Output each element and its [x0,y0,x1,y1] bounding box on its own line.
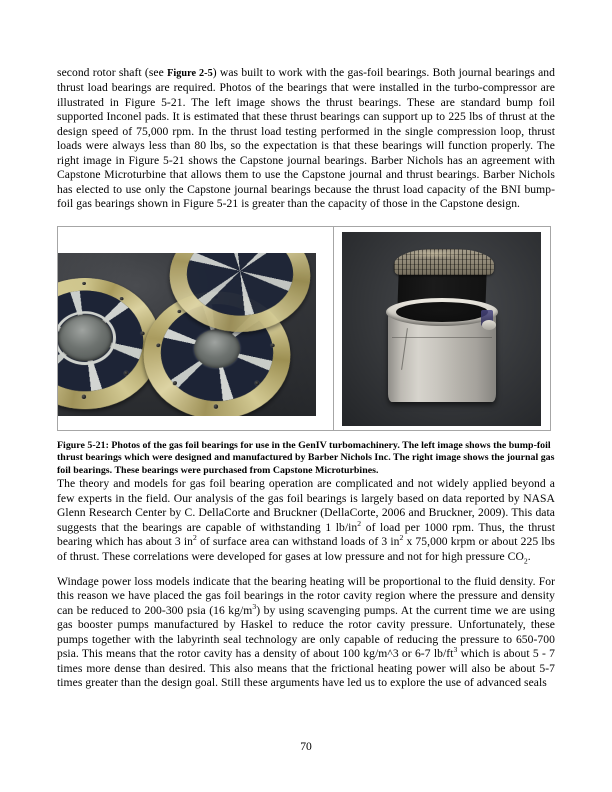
figure-5-21 [57,226,555,478]
superscript-m3: 3 [252,602,257,612]
figure-caption: Figure 5-21: Photos of the gas foil bearings for use in the GenIV turbomachinery. The left image shows the bump-foil thrust bearings which were designed and manufactured by Barber Nichols Inc. The right image shows the journal gas foil bearings. These bearings were purchased from Capstone Microturbines. [57,439,555,476]
disc-bolt [124,371,128,375]
disc-bolt [120,297,124,300]
figure-frame [57,226,551,431]
disc-bolt [141,331,145,335]
paragraph-two-seg-3: of surface area can withstand loads of 3 in [196,535,400,549]
disc-bolt [82,281,86,284]
paragraph-two [57,477,555,564]
paragraph-one-text-b: ) was built to work with the gas-foil bearings. Both journal bearings and thrust load bearings are required. Photos of the bearings that were installed in the turbo-compressor are illustrated in Figure 5-21. The left image shows the thrust bearings. These are standard bump foil supported Inconel pads. It is estimated that these thrust bearings can support up to 225 lbs of thrust at the design speed of 75,000 rpm. In the thrust load testing performed in the single compression loop, thrust loads were always less than 80 lbs, so the expectation is that these bearings will function properly. The right image in Figure 5-21 shows the Capstone journal bearings. Barber Nichols has an agreement with Capstone Microturbine that allows them to use the Capstone journal and thrust bearings. Barber Nichols has elected to use only the Capstone journal bearings because the thrust load capacity of the BNI bump-foil gas bearings shown in Figure 5-21 is greater than the capacity of those in the Capstone design. [57,66,555,211]
paragraph-two-seg-4: x 75,000 krpm or about 225 lbs of thrust. These correlations were developed for gases at low pressure and not for high pressure CO [57,535,556,563]
paragraph-one-text-a: second rotor shaft (see [57,66,168,79]
disc-bolt [255,381,259,385]
figure-cell-left [58,227,334,430]
disc-bolt [214,404,218,408]
journal-sleeve-bore [396,302,488,322]
journal-bump-foil [394,249,494,275]
paragraph-two-seg-2: of load per 1000 rpm. Thus, the thrust bearing which has about 3 in [57,520,555,549]
figure-cell-right [334,227,550,430]
journal-retainer-clip [482,320,496,330]
paragraph-two-seg-1: The theory and models for gas foil bearing operation are complicated and not widely applied beyond a few experts in the field. Our analysis of the gas foil bearings is largely based on data reported by NASA Glenn Research Center by C. DellaCorte and Bruckner (DellaCorte, 2006 and Bruckner, 2009). This data suggests that the bearings are capable of withstanding 1 lb/in [57,477,555,534]
paragraph-three [57,575,555,691]
paragraph-three-seg-2: ) by using scavenging pumps. At the current time we are using gas booster pumps manufactured by Haskel to reduce the rotor cavity pressure. Unfortunately, these pumps together with the labyrinth seal technology are only capable of reducing the pressure to 650-700 psia. This means that the rotor cavity has a density of about 100 kg/m^3 or 6-7 lb/ft [57,603,555,661]
paragraph-three-seg-3: which is about 5 - 7 times more dense than desired. This also means that the frictional heating power will also be about 5-7 times greater than the design goal. Still these arguments have led us to explore the use of advanced seals [57,647,556,690]
page-number: 70 [300,740,312,753]
journal-bearing-photo [342,232,541,426]
disc-bolt [271,343,275,347]
superscript-in2-b: 2 [193,533,197,543]
paragraph-three-seg-1: Windage power loss models indicate that the bearing heating will be proportional to the fluid density. For this reason we have placed the gas foil bearings in the rotor cavity region where the pressure and density can be reduced to 200-300 psia (16 kg/m [57,575,555,617]
thrust-bearing-photo [58,253,316,416]
paragraph-two-seg-5: . [527,549,531,563]
superscript-ft3: 3 [453,645,458,655]
disc-hub [193,329,240,368]
disc-bolt [156,343,160,347]
superscript-in2-a: 2 [357,518,362,528]
disc-bolt [177,309,181,312]
disc-bolt [173,381,177,385]
disc-bolt [82,394,86,398]
paragraph-one [57,66,555,212]
subscript-co2: 2 [523,555,528,565]
figure-reference-2-5: Figure 2-5 [167,68,213,79]
superscript-in2-c: 2 [399,533,404,543]
page-content [57,66,555,702]
